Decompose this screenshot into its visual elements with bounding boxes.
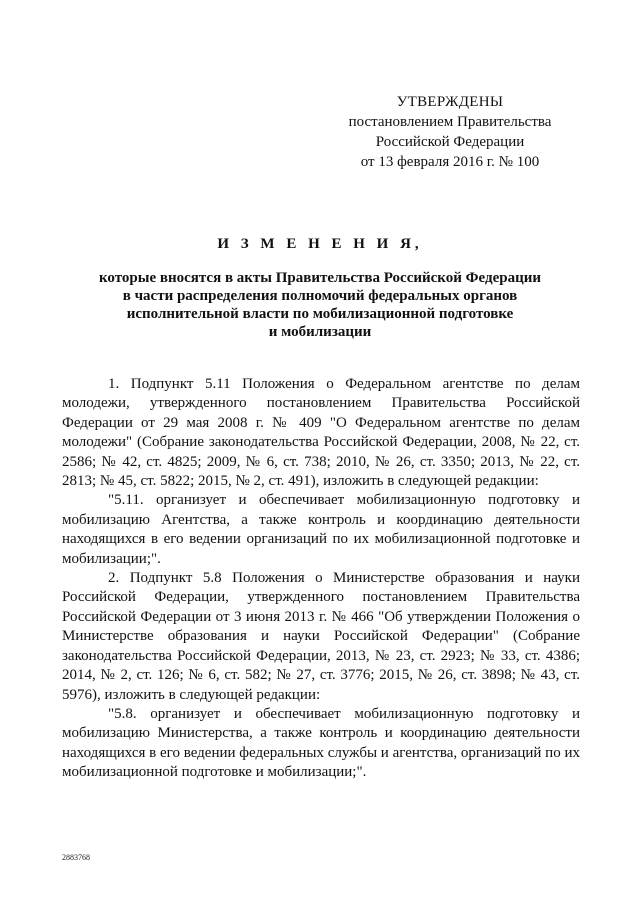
paragraph-quote-2: "5.8. организует и обеспечивает мобилизационную подготовку и мобилизацию Министерства, а также контроль и координацию деятельности находящихся в его ведении федеральных службы и агентства, организаций по их мобилизационной подготовке и мобилизации;". xyxy=(62,705,580,781)
document-body xyxy=(62,375,580,783)
document-number: 2883768 xyxy=(62,853,90,862)
approval-line-1: постановлением Правительства xyxy=(348,114,552,130)
document-subtitle-line: исполнительной власти по мобилизационной подготовке xyxy=(126,306,514,322)
approval-line-3: от 13 февраля 2016 г. № 100 xyxy=(360,154,540,170)
paragraph-quote-1: "5.11. организует и обеспечивает мобилизационную подготовку и мобилизацию Агентства, а также контроль и координацию деятельности находящихся в его ведении организаций по их мобилизационной подготовке и мобилизации;". xyxy=(62,492,580,567)
document-title: И З М Е Н Е Н И Я, xyxy=(217,236,423,252)
paragraph-item-1: 1. Подпункт 5.11 Положения о Федеральном агентстве по делам молодежи, утвержденного постановлением Правительства Российской Федерации от 29 мая 2008 г. № 409 "О Федеральном агентстве по делам молодежи" (Собрание законодательства Российской Федерации, 2008, № 22, ст. 2586; № 42, ст. 4825; 2009, № 6, ст. 738; 2010, № 26, ст. 3350; 2013, № 22, ст. 2813; № 45, ст. 5822; 2015, № 2, ст. 491), изложить в следующей редакции: xyxy=(62,376,580,490)
document-heading xyxy=(60,235,580,341)
document-subtitle-line: и мобилизации xyxy=(268,324,372,340)
approval-stamp xyxy=(330,92,570,172)
paragraph-item-2: 2. Подпункт 5.8 Положения о Министерстве образования и науки Российской Федерации, утвержденного постановлением Правительства Российской Федерации от 3 июня 2013 г. № 466 "Об утверждении Положения о Министерстве образования и науки Российской Федерации" (Собрание законодательства Российской Федерации, 2013, № 23, ст. 2923; № 33, ст. 4386; 2014, № 2, ст. 126; № 6, ст. 582; № 27, ст. 3776; 2015, № 26, ст. 3898; № 43, ст. 5976), изложить в следующей редакции: xyxy=(62,570,580,703)
document-subtitle-line: которые вносятся в акты Правительства Российской Федерации xyxy=(98,270,542,286)
document-subtitle-line: в части распределения полномочий федеральных органов xyxy=(122,288,518,304)
approval-line-2: Российской Федерации xyxy=(375,134,525,150)
approval-title: УТВЕРЖДЕНЫ xyxy=(396,94,504,110)
